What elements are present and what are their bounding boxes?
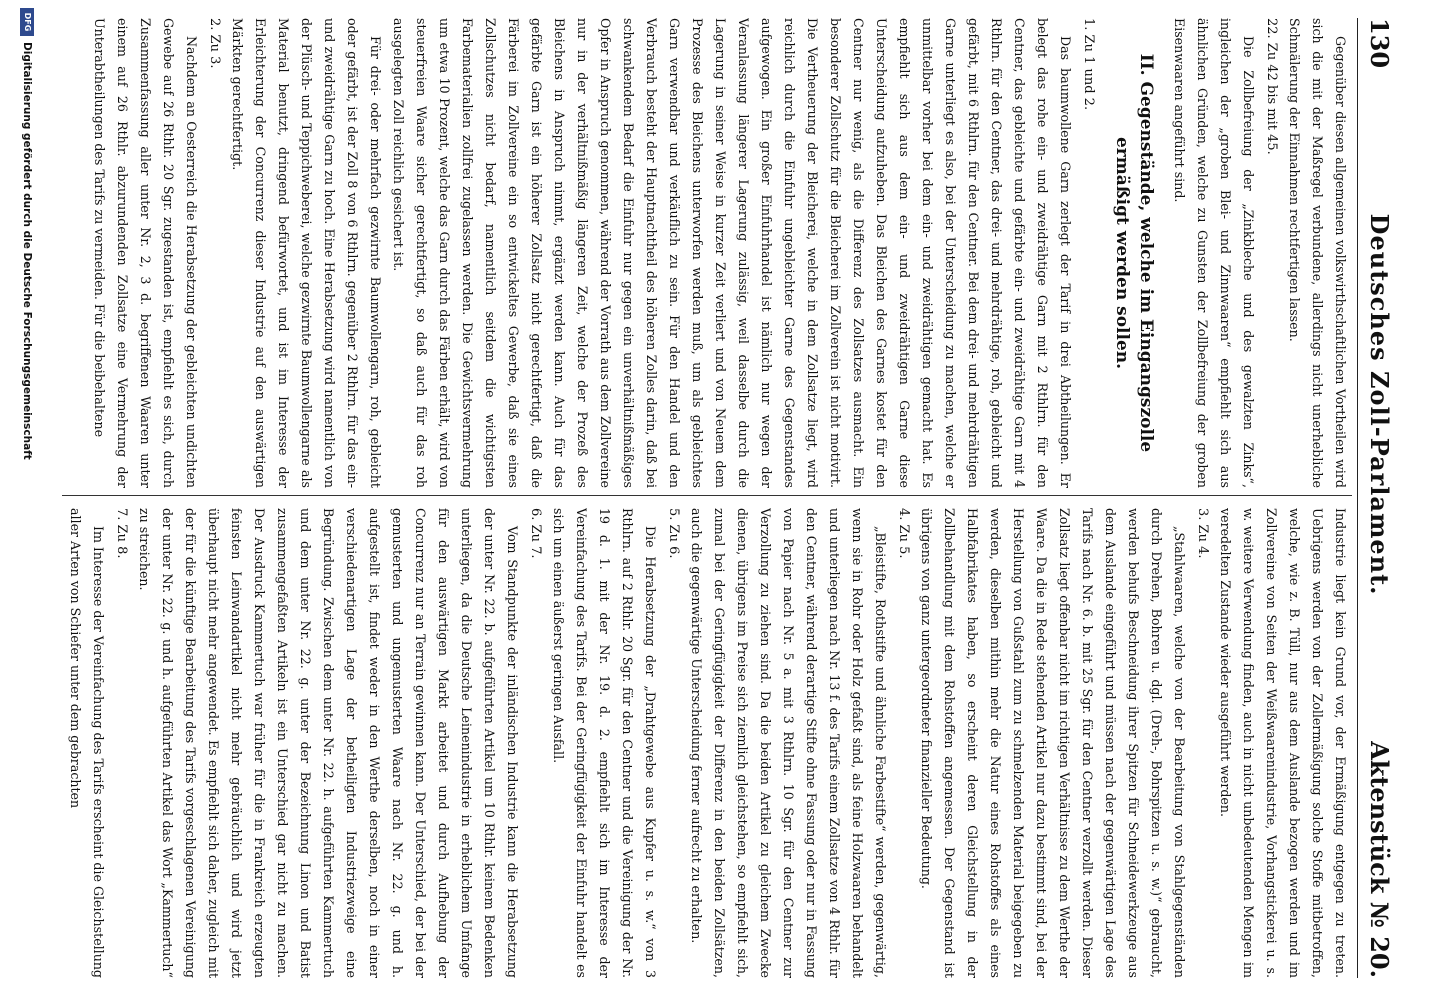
appendix-label: Aktenstück № 20. bbox=[1365, 741, 1395, 978]
header-rule bbox=[1357, 18, 1358, 978]
digitization-credit: Digitalisierung gefördert durch die Deutsche Forschungsgemeinschaft bbox=[21, 42, 33, 460]
item-7-text: Im Interesse der Vereinfachung des Tarifs erscheint die Gleichstellung aller Arten von Schiefer unter dem gebrachten bbox=[68, 508, 106, 978]
item-2-heading: 2. Zu 3. bbox=[207, 18, 222, 69]
item-1-paragraph-1: Das baumwollene Garn zerlegt der Tarif in drei Abtheilungen. Er belegt das rohe ein- und zweidrähtige Garn mit 2 Rthlrn. für den Centner, das gebleichte und gefärbte ein- und zweidrähtige Garn mit 4 Rthlrn. für den Centner, das drei- und mehrdrähtige, roh, gebleicht und gefärbt, mit 6 Rthlrn. für den Centner. Bei dem drei- und mehrdrähtigen Garne unterliegt es also, bei der Unterscheidung zu machen, welche er unmittelbar vorher bei dem ein- und zweidrähtigen gemacht hat. Es empfiehlt sich aus dem ein- und zweidrähtigen Garne diese Unterscheidung aufzuheben. Das Bleichen des Garnes kostet für den Centner nur wenig, als die Differenz des Zollsatzes ausmacht. Ein besonderer Zollschutz für die Bleicherei im Zollverein ist nicht motivirt. Die Vertheuerung der Bleicherei, welche in dem Zollsatze liegt, wird reichlich durch die Einfuhr ungebleichter Garne des Gegenstandes aufgewogen. Ein großer Einfuhrhandel ist nämlich nur wegen der Veranlassung längerer Lagerung zulässig, weil dasselbe durch die Lagerung in seiner Weise in kurzer Zeit verliert und von Neuem dem Prozesse des Bleichens unterworfen werden muß, um als gebleichtes Garn verwendbar und verkäuflich zu sein. Für den Handel und den Verbrauch besteht der Hauptnachtheil des höheren Zolles darin, daß bei schwankendem Bedarf die Einfuhr nur gegen ein unverhältnißmäßiges Opfer in Anspruch genommen, während der Vorrath aus dem Zollvereine nur in der verhältnißmäßig längeren Zeit, welche der Prozeß des Bleichens in Anspruch nimmt, ergänzt werden kann. Auch für das gefärbte Garn ist ein höherer Zollsatz nicht gerechtfertigt, daß die Färberei im Zollvereine ein so entwickeltes Gewerbe, daß sie eines Zollschutzes nicht bedarf, namentlich seitdem die wichtigsten Farbematerialien zollfrei zugelassen werden. Die Gewichtsvermehrung um etwa 10 Prozent, welche das Garn durch das Färben erhält, wird von steuerfreien Waare sicher gerechtfertigt, so daß auch für das roh ausgelegten Zoll reichlich gesichert ist. bbox=[391, 18, 1073, 488]
running-title: Deutsches Zoll-Parlament. bbox=[1365, 213, 1395, 596]
item-4-heading: 4. Zu 5. bbox=[896, 508, 911, 559]
item-6-text: Vom Standpunkte der inländischen Industrie kann die Herabsetzung der unter Nr. 22. b. aufgeführten Artikel um 10 Rthlr. keinem Bedenken unterliegen, da die Deutsche Leinenindustrie in erheblichem Umfange für den auswärtigen Markt arbeitet und durch Aufhebung der Concurrenz nur an Terrain gewinnen kann. Der Unterschied, der bei der gemusterten und ungemusterten Waare nach Nr. 22. g. und h. aufgestellt ist, findet weder in den Werthe derselben, noch in einer verschiedenartigen Lage der betheiligten Industriezweige eine Begründung. Zwischen dem unter Nr. 22. h. aufgeführten Kammertuch und dem unter Nr. 22. g. unter der Bezeichnung Linon und Batist zusammengefaßten Artikeln ist ein Unterschied gar nicht zu machen. Der Ausdruck Kammertuch war früher für die in Frankreich erzeugten feinsten Leinwandartikel nicht mehr gebräuchlich und wird jetzt überhaupt nicht mehr angewendet. Es empfiehlt sich daher, zugleich mit der für die künftige Bearbeitung des Tarifs vorgeschlagenen Vereinigung der unter Nr. 22. g. und h. aufgeführten Artikel das Wort „Kammertuch“ zu streichen. bbox=[137, 508, 520, 978]
item-3-text: „Stahlwaaren, welche von der Bearbeitung von Stahlgegenständen durch Drehen, Bohren u. dgl. (Dreh-, Bohrspitzen u. s. w.)“ gebraucht, werden behufs Beschneidung ihrer Spitzen für Schneidewerkzeuge aus dem Auslande eingeführt und müssen nach der gegenwärtigen Lage des Tarifs nach Nr. 6. b. mit 25 Sgr. für den Centner verzollt werden. Dieser Zollsatz liegt offenbar nicht im richtigen Verhältnisse zu dem Werthe der Waare. Da die in Rede stehenden Artikel nur dazu bestimmt sind, bei der Herstellung von Gußstahl zum zu schmelzenden Material beigegeben zu werden, dieselben mithin mehr die Natur eines Rohstoffes als eines Halbfabrikates haben, so erscheint deren Gleichstellung in der Zollbehandlung mit dem Rohstoffen angemessen. Der Gegenstand ist übrigens von ganz untergeordneter finanzieller Bedeutung. bbox=[919, 508, 1187, 978]
section-heading: II. Gegenstände, welche im Eingangszolle ermäßigt werden sollen. bbox=[1112, 53, 1156, 453]
dfg-logo: DFG bbox=[20, 8, 34, 36]
item-6-heading: 6. Zu 7. bbox=[528, 508, 543, 559]
item-22-heading: 22. Zu 42 bis mit 45. bbox=[1264, 18, 1279, 155]
item-4-text: „Bleistifte, Rothstifte und ähnliche Farbestifte“ werden, gegenwärtig, wenn sie in Rohr oder Holz gefaßt sind, als feine Holzwaaren behandelt und unterliegen nach Nr. 13 f. des Tarifs einem Zollsatze von 4 Rthlr. für den Centner, während derartige Stifte ohne Fassung oder nur in Fassung von Papier nach Nr. 5 a. mit 3 Rthlrn. 10 Sgr. für den Centner zur Verzollung zu ziehen sind. Da die beiden Artikel zu gleichem Zwecke dienen, übrigens im Preise sich ziemlich gleichstehen, so empfiehlt sich, zumal bei der Geringfügigkeit der Differenz in den beiden Zollsätzen, auch die gegenwärtige Unterscheidung ferner aufrecht zu erhalten. bbox=[689, 508, 888, 978]
item-2-text: Nachdem an Oesterreich die Herabsetzung der gebleichten undichten Gewebe auf 26 Rthlr. 20 Sgr. zugestanden ist, empfiehlt es sich, durch Zusammenfassung aller unter Nr. 2, 3 d. begriffenen Waaren unter einem auf 26 Rthlr. abzurundenden Zollsatze eine Vermehrung der Unterabtheilungen des Tarifs zu vermeiden. Für die beibehaltene bbox=[92, 18, 199, 488]
page-header bbox=[1360, 18, 1400, 978]
item-7-heading: 7. Zu 8. bbox=[114, 508, 129, 559]
continued-paragraph: Industrie liegt kein Grund vor, der Ermäßigung entgegen zu treten. Uebrigens werden von der Zollermäßigung solche Stoffe mitbetroffen, welche, wie z. B. Tüll, nur aus dem Auslande bezogen werden und im Zollvereine von Seiten der Weißwaarenindustrie, Vorhangstickerei u. s. w. weitere Verwendung finden, auch in nicht unbedeutenden Mengen im veredelten Zustande wieder ausgeführt werden. bbox=[1218, 508, 1348, 978]
right-column bbox=[52, 508, 1352, 978]
page-number: 130 bbox=[1365, 18, 1395, 69]
item-1-heading: 1. Zu 1 und 2. bbox=[1081, 18, 1096, 111]
item-22-text: Die Zollbefreiung der „Zinkbleche und des gewalzten Zinks“, ingleichen der „groben Blei- und Zinnwaaren“ empfiehlt sich aus ähnlichen Gründen, welche zu Gunsten der Zollbefreiung der groben Eisenwaaren angeführt sind. bbox=[1172, 18, 1256, 488]
item-3-heading: 3. Zu 4. bbox=[1195, 508, 1210, 559]
left-column bbox=[52, 18, 1352, 488]
column-divider bbox=[62, 495, 1352, 496]
item-5-text: Die Herabsetzung der „Drahtgewebe aus Kupfer u. s. w.“ von 3 Rthlrn. auf 2 Rthlr. 20 Sgr. für den Centner und die Vereinigung der Nr. 19 d. 1. mit der Nr. 19. d. 2. empfiehlt sich im Interesse der Vereinfachung des Tarifs. Bei der Geringfügigkeit der Einfuhr handelt es sich um einen äußerst geringen Ausfall. bbox=[551, 508, 658, 978]
item-5-heading: 5. Zu 6. bbox=[666, 508, 681, 559]
opening-paragraph: Gegenüber diesen allgemeinen volkswirthschaftlichen Vortheilen wird sich die mit der Maßregel verbundene, allerdings nicht unerhebliche Schmälerung der Einnahmen rechtfertigen lassen. bbox=[1287, 18, 1348, 488]
item-1-paragraph-2: Für drei- oder mehrfach gezwirnte Baumwollengarn, roh, gebleicht oder gefärbt, ist der Zoll 8 von 6 Rthlrn. gegenüber 2 Rthlrn. für das ein- und zweidrähtige Garn zu hoch. Eine Herabsetzung wird namentlich von der Plüsch- und Teppichweberei, welche gezwirnte Baumwollengarne als Material benutzt, dringend befürwortet, und ist im Interesse der Erleichterung der Concurrenz dieser Industrie auf den auswärtigen Märkten gerechtfertigt. bbox=[230, 18, 383, 488]
